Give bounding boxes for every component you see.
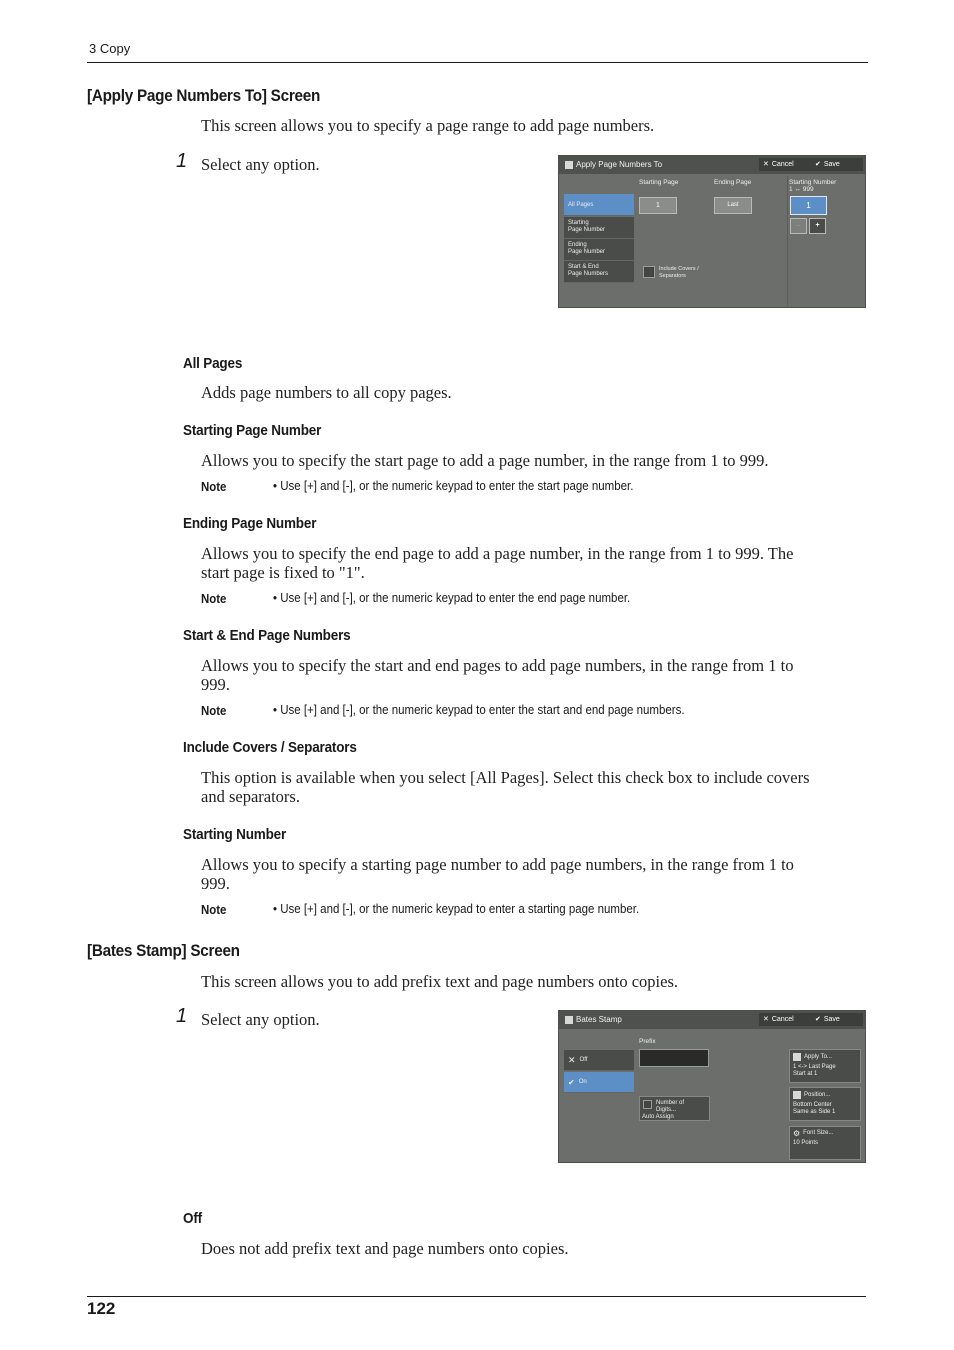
note-label: Note xyxy=(201,902,227,917)
cancel-button[interactable] xyxy=(759,1013,811,1026)
step-number: 1 xyxy=(176,1005,188,1027)
item-title-starting-page-number: Starting Page Number xyxy=(183,422,322,439)
item-text-line2: start page is fixed to "1". xyxy=(201,563,365,582)
starting-number-label: Starting Number xyxy=(789,179,837,186)
off-option[interactable] xyxy=(564,1050,634,1071)
cancel-label: Cancel xyxy=(771,161,794,168)
starting-page-field[interactable]: 1 xyxy=(639,197,677,214)
ending-page-label: Ending Page xyxy=(714,179,752,186)
check-icon: ✔ xyxy=(568,1077,575,1087)
item-text-off: Does not add prefix text and page numbers onto copies. xyxy=(201,1239,569,1258)
save-label: Save xyxy=(823,161,840,168)
position-value-2: Same as Side 1 xyxy=(793,1109,836,1115)
on-option[interactable] xyxy=(564,1072,634,1093)
nav-start-end-page-numbers[interactable] xyxy=(564,261,634,283)
item-title-starting-number: Starting Number xyxy=(183,826,287,843)
starting-number-field[interactable]: 1 xyxy=(790,196,827,215)
starting-number-range: 1 ↔ 999 xyxy=(789,186,814,193)
nav-ending-page-number[interactable] xyxy=(564,239,634,261)
minus-button[interactable]: – xyxy=(790,218,807,234)
gear-icon: ⚙ xyxy=(793,1129,801,1138)
nav-label-line1: Start & End xyxy=(568,264,599,270)
font-size-value: 10 Points xyxy=(793,1140,819,1146)
nav-label-line1: Ending xyxy=(568,242,587,248)
cancel-label: Cancel xyxy=(771,1016,794,1023)
include-separators-label: Separators xyxy=(659,273,686,279)
item-text-starting-page-number: Allows you to specify the start page to add a page number, in the range from 1 to 999. xyxy=(201,451,769,470)
digits-label-3: Auto Assign xyxy=(642,1114,674,1120)
include-covers-label: Include Covers / xyxy=(659,266,699,272)
item-text-line1: This option is available when you select [All Pages]. Select this check box to include covers xyxy=(201,768,810,787)
nav-starting-page-number[interactable] xyxy=(564,217,634,239)
copy-icon xyxy=(565,161,573,169)
screen-title-bar xyxy=(559,156,865,174)
item-text-line1: Allows you to specify a starting page number to add page numbers, in the range from 1 to xyxy=(201,855,794,874)
item-text-line1: Allows you to specify the end page to add a page number, in the range from 1 to 999. The xyxy=(201,544,794,563)
check-icon: ✔ xyxy=(815,161,821,168)
item-text-line2: 999. xyxy=(201,675,230,694)
apply-value-1: 1 <-> Last Page xyxy=(793,1064,836,1070)
check-icon: ✔ xyxy=(815,1016,821,1023)
screen-title: Apply Page Numbers To xyxy=(576,160,663,169)
note-label: Note xyxy=(201,591,227,606)
note-label: Note xyxy=(201,703,227,718)
grid-icon xyxy=(793,1091,801,1099)
step-text: Select any option. xyxy=(201,155,320,174)
close-icon: ✕ xyxy=(763,161,769,168)
item-text-all-pages: Adds page numbers to all copy pages. xyxy=(201,383,452,402)
nav-label-line2: Page Number xyxy=(568,227,606,233)
position-button[interactable] xyxy=(789,1087,861,1121)
number-of-digits-button[interactable] xyxy=(639,1096,710,1121)
chapter-label: 3 Copy xyxy=(89,41,131,56)
section-heading-apply-page-numbers: [Apply Page Numbers To] Screen xyxy=(87,86,321,105)
header-rule xyxy=(87,62,868,63)
screen-title-bar xyxy=(559,1011,865,1029)
font-size-button[interactable] xyxy=(789,1126,861,1160)
plus-button[interactable]: + xyxy=(809,218,826,234)
apply-page-numbers-screen xyxy=(558,155,866,308)
bates-stamp-screen xyxy=(558,1010,866,1163)
prefix-input[interactable] xyxy=(639,1049,709,1067)
page-number: 122 xyxy=(87,1299,116,1318)
nav-label-line2: Page Number xyxy=(568,249,606,255)
digits-label-1: Number of xyxy=(656,1100,685,1106)
position-value-1: Bottom Center xyxy=(793,1102,832,1108)
font-size-label: Font Size... xyxy=(803,1130,834,1136)
digits-checkbox-icon xyxy=(643,1100,652,1109)
nav-all-pages[interactable] xyxy=(564,194,634,216)
ending-page-field[interactable]: Last xyxy=(714,197,752,214)
apply-value-2: Start at 1 xyxy=(793,1071,818,1077)
note-text: • Use [+] and [-], or the numeric keypad to enter the end page number. xyxy=(273,591,631,605)
nav-label-line1: Starting xyxy=(568,220,589,226)
apply-to-button[interactable] xyxy=(789,1049,861,1083)
on-label: On xyxy=(578,1078,587,1085)
digits-label-2: Digits... xyxy=(656,1107,677,1113)
screen-title: Bates Stamp xyxy=(576,1015,622,1024)
starting-page-label: Starting Page xyxy=(639,179,679,186)
column-divider xyxy=(787,176,788,306)
include-covers-checkbox[interactable] xyxy=(643,266,655,278)
save-label: Save xyxy=(823,1016,840,1023)
section-intro: This screen allows you to specify a page range to add page numbers. xyxy=(201,116,655,135)
item-text-line2: 999. xyxy=(201,874,230,893)
prefix-label: Prefix xyxy=(639,1038,656,1045)
item-title-off: Off xyxy=(183,1210,202,1227)
close-icon: ✕ xyxy=(763,1016,769,1023)
save-button[interactable] xyxy=(811,1013,863,1026)
step-number: 1 xyxy=(176,150,188,172)
position-label: Position... xyxy=(804,1091,831,1098)
pages-icon xyxy=(793,1053,801,1061)
section-heading-bates-stamp: [Bates Stamp] Screen xyxy=(87,941,240,960)
item-text-line1: Allows you to specify the start and end pages to add page numbers, in the range from 1 to xyxy=(201,656,794,675)
section-intro: This screen allows you to add prefix text and page numbers onto copies. xyxy=(201,972,679,991)
save-button[interactable] xyxy=(811,158,863,171)
note-text: • Use [+] and [-], or the numeric keypad to enter a starting page number. xyxy=(273,902,640,916)
note-label: Note xyxy=(201,479,227,494)
step-text: Select any option. xyxy=(201,1010,320,1029)
item-title-start-end-page-numbers: Start & End Page Numbers xyxy=(183,627,351,644)
nav-label-line2: Page Numbers xyxy=(568,271,609,277)
apply-label: Apply To... xyxy=(804,1053,832,1060)
item-title-include-covers: Include Covers / Separators xyxy=(183,739,357,756)
note-text: • Use [+] and [-], or the numeric keypad to enter the start page number. xyxy=(273,479,634,493)
item-title-ending-page-number: Ending Page Number xyxy=(183,515,317,532)
footer-rule xyxy=(87,1296,866,1297)
note-text: • Use [+] and [-], or the numeric keypad to enter the start and end page numbers. xyxy=(273,703,685,717)
nav-all-pages-label: All Pages xyxy=(568,202,594,208)
cancel-button[interactable] xyxy=(759,158,811,171)
stamp-icon xyxy=(565,1016,573,1024)
item-text-line2: and separators. xyxy=(201,787,300,806)
item-title-all-pages: All Pages xyxy=(183,355,243,372)
close-icon: ✕ xyxy=(568,1054,576,1065)
off-label: Off xyxy=(579,1056,588,1063)
